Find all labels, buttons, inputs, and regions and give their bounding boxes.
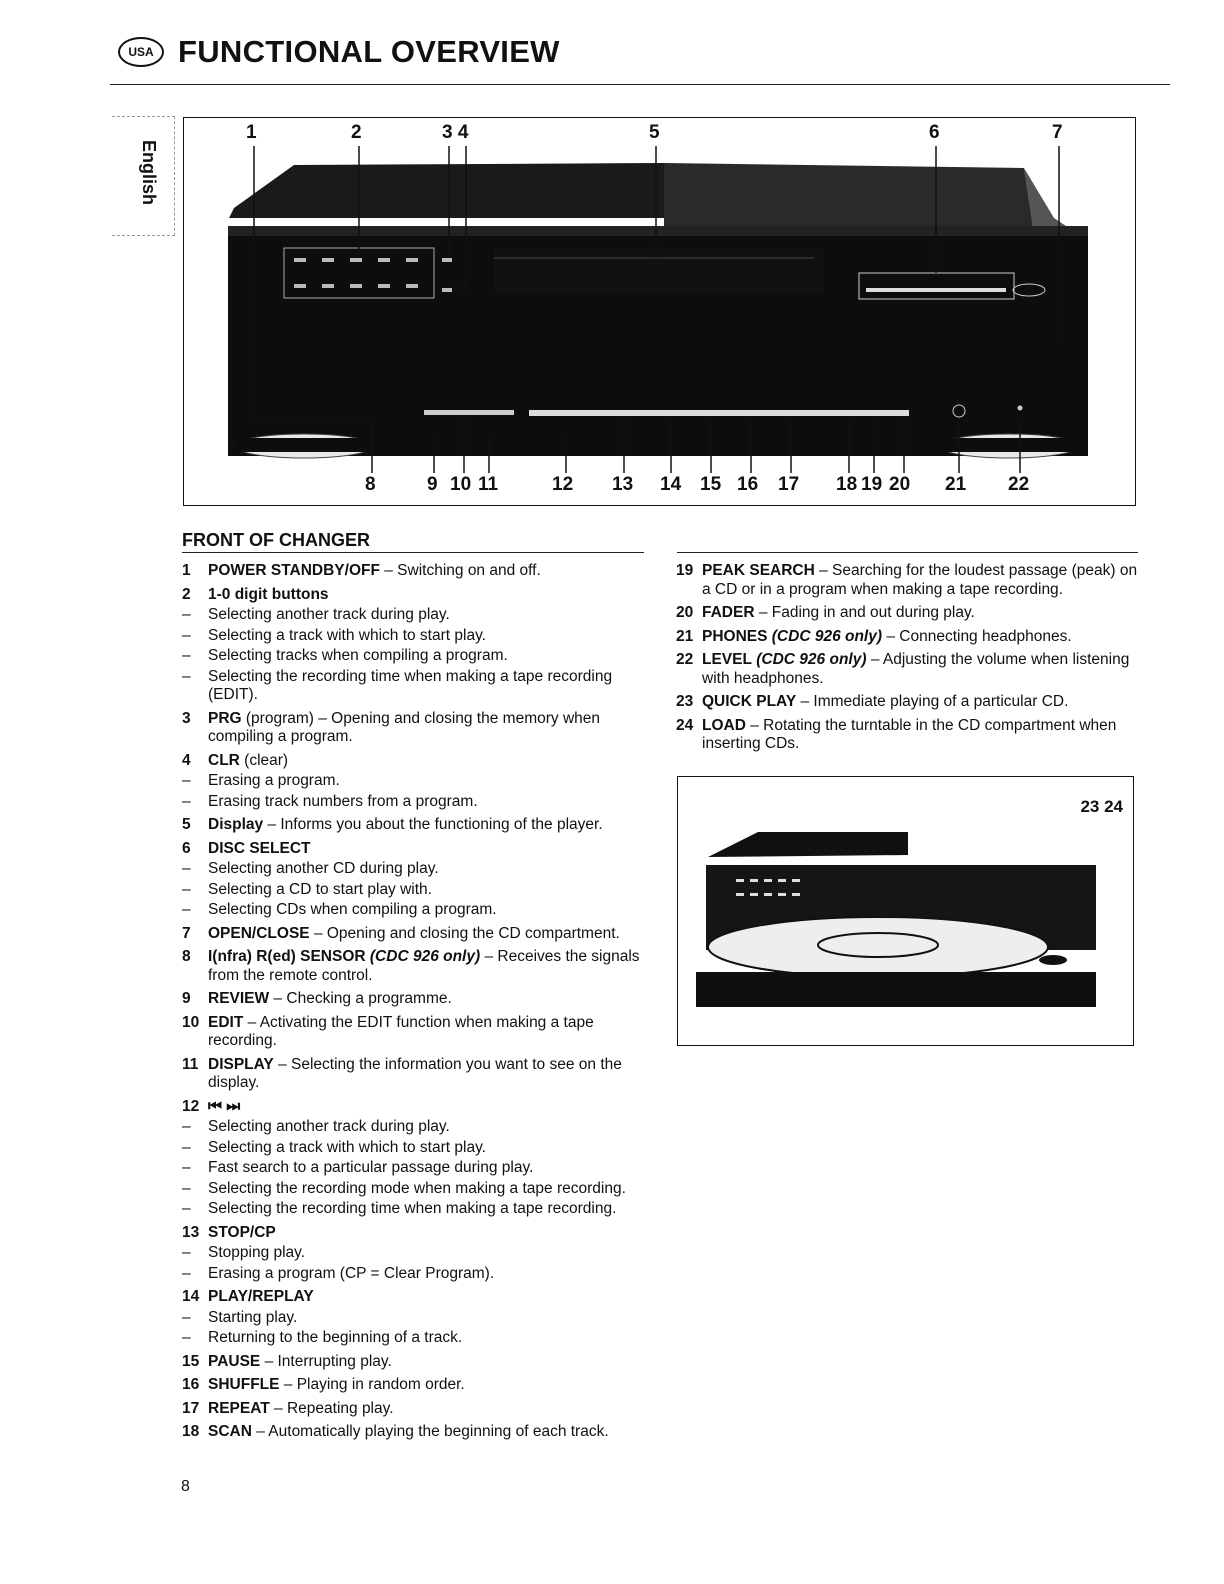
entry-20 — [676, 604, 1138, 623]
entry-label: 1-0 digit buttons — [208, 585, 329, 603]
entry-number: 18 — [182, 1423, 200, 1440]
callout-10: 10 — [450, 474, 472, 495]
entry-description: – Immediate playing of a particular CD. — [796, 693, 1069, 710]
entry-description: (program) – Opening and closing the memory when compiling a program. — [208, 709, 600, 745]
page-number: 8 — [181, 1478, 190, 1495]
entry-description: – Checking a programme. — [269, 990, 452, 1007]
callout-20: 20 — [889, 474, 911, 495]
callout-14: 14 — [660, 474, 682, 495]
cd-changer-front-illustration — [184, 118, 1135, 505]
entry-5 — [182, 816, 647, 835]
dash-bullet: – — [182, 1329, 191, 1346]
entry-body — [702, 562, 1138, 599]
entry-number: 2 — [182, 585, 191, 603]
dash-bullet: – — [182, 1264, 191, 1282]
entry-description: – Connecting headphones. — [882, 627, 1072, 645]
quick-play-figure — [677, 776, 1134, 1046]
sub-item-text: Stopping play. — [208, 1244, 306, 1261]
entry-description: – Receives the signals from the remote control. — [208, 948, 640, 984]
sub-item-text: Selecting CDs when compiling a program. — [208, 901, 497, 918]
entry-label: I(nfra) R(ed) SENSOR — [208, 948, 366, 965]
entry-17 — [182, 1400, 647, 1419]
sub-item-text: Selecting tracks when compiling a program. — [208, 647, 508, 664]
entry-19 — [676, 562, 1138, 599]
entry-6 — [182, 840, 647, 859]
section-rule-left — [182, 552, 644, 553]
entry-number: 5 — [182, 816, 191, 833]
callout-11: 11 — [478, 474, 499, 495]
entry-11 — [182, 1056, 647, 1093]
entry-description: – Fading in and out during play. — [754, 604, 975, 621]
entry-number: 17 — [182, 1399, 200, 1417]
entry-description: – Interrupting play. — [260, 1352, 392, 1370]
sub-item-text: Selecting another track during play. — [208, 1118, 450, 1135]
right-column — [676, 562, 1138, 759]
sub-item-text: Erasing a program. — [208, 772, 340, 789]
entry-label: DISPLAY — [208, 1055, 274, 1073]
callout-9: 9 — [427, 474, 438, 495]
entry-14 — [182, 1288, 647, 1307]
entry-label: POWER STANDBY/OFF — [208, 562, 380, 579]
entry-number: 23 — [676, 693, 694, 710]
dash-bullet: – — [182, 606, 191, 623]
dash-bullet: – — [182, 1118, 191, 1135]
entry-label: STOP/CP — [208, 1223, 276, 1241]
language-label: English — [139, 140, 159, 206]
left-column — [182, 562, 647, 1447]
entry-body — [208, 1376, 647, 1395]
entry-number: 14 — [182, 1288, 200, 1305]
callout-21: 21 — [945, 474, 967, 495]
dash-bullet: – — [182, 647, 191, 664]
callout-12: 12 — [552, 474, 574, 495]
entry-sub-item — [182, 1139, 647, 1158]
callout-2: 2 — [351, 122, 362, 143]
entry-sub-item — [182, 1159, 647, 1178]
entry-number: 7 — [182, 924, 191, 942]
entry-description: – Repeating play. — [269, 1399, 394, 1417]
callout-5: 5 — [649, 122, 660, 143]
callout-19: 19 — [861, 474, 883, 495]
entry-body — [208, 990, 647, 1009]
dash-bullet: – — [182, 1179, 191, 1197]
entry-15 — [182, 1353, 647, 1372]
entry-body — [208, 840, 647, 859]
entry-body — [702, 651, 1138, 688]
callout-7: 7 — [1052, 122, 1063, 143]
dash-bullet: – — [182, 667, 191, 685]
sub-item-text: Selecting a track with which to start play. — [208, 626, 486, 644]
entry-label: PAUSE — [208, 1352, 261, 1370]
callout-17: 17 — [778, 474, 800, 495]
callout-13: 13 — [612, 474, 634, 495]
entry-13 — [182, 1224, 647, 1243]
entry-label: LEVEL — [702, 651, 752, 668]
sub-item-text: Selecting a CD to start play with. — [208, 880, 432, 898]
entry-sub-item — [182, 1309, 647, 1328]
dash-bullet: – — [182, 901, 191, 918]
entry-body — [208, 1400, 647, 1419]
entry-sub-item — [182, 881, 647, 900]
entry-body — [208, 710, 647, 747]
entry-number: 1 — [182, 562, 191, 579]
entry-number: 9 — [182, 990, 191, 1007]
entry-description: – Activating the EDIT function when making a tape recording. — [208, 1013, 594, 1049]
cd-changer-open-illustration — [678, 777, 1133, 1045]
dash-bullet: – — [182, 1138, 191, 1156]
entry-number: 13 — [182, 1223, 200, 1241]
entry-body — [208, 752, 647, 771]
entry-label: PEAK SEARCH — [702, 562, 815, 579]
entry-body — [208, 925, 647, 944]
entry-label: DISC SELECT — [208, 839, 311, 857]
entry-body — [208, 1056, 647, 1093]
section-title: FRONT OF CHANGER — [182, 530, 370, 550]
header-rule — [110, 84, 1170, 85]
dash-bullet: – — [182, 792, 191, 810]
entry-description: – Opening and closing the CD compartment. — [309, 924, 620, 942]
entry-number: 12 — [182, 1097, 200, 1115]
entry-number: 16 — [182, 1376, 200, 1393]
entry-description: – Switching on and off. — [379, 562, 541, 579]
entry-sub-item — [182, 901, 647, 920]
entry-model-note: (CDC 926 only) — [365, 948, 481, 965]
front-panel-figure — [183, 117, 1136, 506]
page-header — [118, 34, 560, 70]
sub-item-text: Erasing track numbers from a program. — [208, 792, 478, 810]
entry-sub-item — [182, 1265, 647, 1284]
dash-bullet: – — [182, 1244, 191, 1261]
figure2-callout: 23 24 — [1080, 797, 1123, 816]
entry-23 — [676, 693, 1138, 712]
entry-sub-item — [182, 627, 647, 646]
usa-badge: USA — [118, 37, 164, 67]
entry-number: 15 — [182, 1352, 200, 1370]
entry-1 — [182, 562, 647, 581]
entry-3 — [182, 710, 647, 747]
entry-label: PHONES — [702, 627, 768, 645]
sub-item-text: Returning to the beginning of a track. — [208, 1329, 463, 1346]
entry-label: EDIT — [208, 1013, 244, 1031]
entry-body — [208, 586, 647, 605]
entry-7 — [182, 925, 647, 944]
entry-sub-item — [182, 668, 647, 705]
entry-sub-item — [182, 1200, 647, 1219]
sub-item-text: Selecting the recording mode when making a tape recording. — [208, 1179, 626, 1197]
dash-bullet: – — [182, 626, 191, 644]
callout-18: 18 — [836, 474, 858, 495]
entry-body — [702, 693, 1138, 712]
entry-sub-item — [182, 772, 647, 791]
entry-description: – Searching for the loudest passage (peak) on a CD or in a program when making a tape recording. — [702, 562, 1138, 598]
entry-2 — [182, 586, 647, 605]
dash-bullet: – — [182, 880, 191, 898]
sub-item-text: Selecting the recording time when making a tape recording (EDIT). — [208, 667, 613, 703]
entry-body — [208, 1014, 647, 1051]
entry-8 — [182, 948, 647, 985]
entry-description: – Adjusting the volume when listening with headphones. — [702, 651, 1130, 687]
entry-label: Display — [208, 816, 264, 833]
entry-number: 3 — [182, 709, 191, 727]
entry-description: – Selecting the information you want to see on the display. — [208, 1055, 622, 1091]
entry-number: 19 — [676, 562, 694, 579]
entry-description: – Informs you about the functioning of the player. — [263, 816, 603, 833]
callout-3-4: 3 4 — [442, 122, 469, 143]
entry-description: (clear) — [239, 751, 289, 769]
entry-label: REPEAT — [208, 1399, 270, 1417]
entry-number: 8 — [182, 948, 191, 965]
entry-body — [702, 604, 1138, 623]
entry-description: – Playing in random order. — [279, 1376, 465, 1393]
entry-21 — [676, 628, 1138, 647]
entry-sub-item — [182, 1118, 647, 1137]
sub-item-text: Selecting another track during play. — [208, 606, 450, 623]
entry-number: 24 — [676, 716, 694, 734]
entry-body — [702, 717, 1138, 754]
entry-18 — [182, 1423, 647, 1442]
entry-body — [208, 1353, 647, 1372]
entry-label: CLR — [208, 751, 240, 769]
entry-label: ⏮ ⏭ — [208, 1097, 241, 1115]
entry-sub-item — [182, 1180, 647, 1199]
entry-model-note: (CDC 926 only) — [767, 627, 883, 645]
entry-label: REVIEW — [208, 990, 270, 1007]
sub-item-text: Erasing a program (CP = Clear Program). — [208, 1264, 495, 1282]
entry-label: LOAD — [702, 716, 746, 734]
callout-15: 15 — [700, 474, 722, 495]
entry-sub-item — [182, 1244, 647, 1263]
entry-label: PRG — [208, 709, 242, 727]
entry-body — [208, 816, 647, 835]
entry-sub-item — [182, 1329, 647, 1348]
dash-bullet: – — [182, 860, 191, 877]
sub-item-text: Selecting a track with which to start play. — [208, 1138, 486, 1156]
entry-number: 21 — [676, 627, 694, 645]
entry-body — [208, 1098, 647, 1117]
entry-10 — [182, 1014, 647, 1051]
entry-label: SCAN — [208, 1423, 252, 1440]
entry-number: 20 — [676, 604, 694, 621]
entry-12 — [182, 1098, 647, 1117]
sub-item-text: Starting play. — [208, 1308, 298, 1326]
entry-number: 6 — [182, 839, 191, 857]
entry-body — [208, 1224, 647, 1243]
sub-item-text: Selecting another CD during play. — [208, 860, 439, 877]
entry-body — [208, 948, 647, 985]
entry-body — [208, 562, 647, 581]
callout-22: 22 — [1008, 474, 1030, 495]
callout-6: 6 — [929, 122, 940, 143]
section-rule-right — [677, 552, 1138, 553]
entry-body — [702, 628, 1138, 647]
callout-16: 16 — [737, 474, 759, 495]
entry-description: – Rotating the turntable in the CD compartment when inserting CDs. — [702, 716, 1117, 752]
entry-description: – Automatically playing the beginning of each track. — [251, 1423, 609, 1440]
dash-bullet: – — [182, 1200, 191, 1217]
entry-16 — [182, 1376, 647, 1395]
dash-bullet: – — [182, 1159, 191, 1176]
entry-22 — [676, 651, 1138, 688]
entry-sub-item — [182, 606, 647, 625]
sub-item-text: Selecting the recording time when making a tape recording. — [208, 1200, 617, 1217]
callout-8: 8 — [365, 474, 376, 495]
entry-sub-item — [182, 647, 647, 666]
entry-number: 10 — [182, 1013, 200, 1031]
callout-1: 1 — [246, 122, 257, 143]
entry-number: 4 — [182, 751, 191, 769]
entry-9 — [182, 990, 647, 1009]
entry-label: OPEN/CLOSE — [208, 924, 310, 942]
entry-label: QUICK PLAY — [702, 693, 797, 710]
page-title: FUNCTIONAL OVERVIEW — [178, 34, 560, 69]
entry-number: 11 — [182, 1055, 199, 1073]
entry-body — [208, 1288, 647, 1307]
dash-bullet: – — [182, 1308, 191, 1326]
entry-label: PLAY/REPLAY — [208, 1288, 314, 1305]
dash-bullet: – — [182, 772, 191, 789]
entry-number: 22 — [676, 651, 694, 668]
entry-sub-item — [182, 860, 647, 879]
entry-4 — [182, 752, 647, 771]
entry-label: FADER — [702, 604, 755, 621]
entry-sub-item — [182, 793, 647, 812]
entry-24 — [676, 717, 1138, 754]
entry-model-note: (CDC 926 only) — [751, 651, 867, 668]
entry-body — [208, 1423, 647, 1442]
sub-item-text: Fast search to a particular passage during play. — [208, 1159, 534, 1176]
entry-label: SHUFFLE — [208, 1376, 280, 1393]
